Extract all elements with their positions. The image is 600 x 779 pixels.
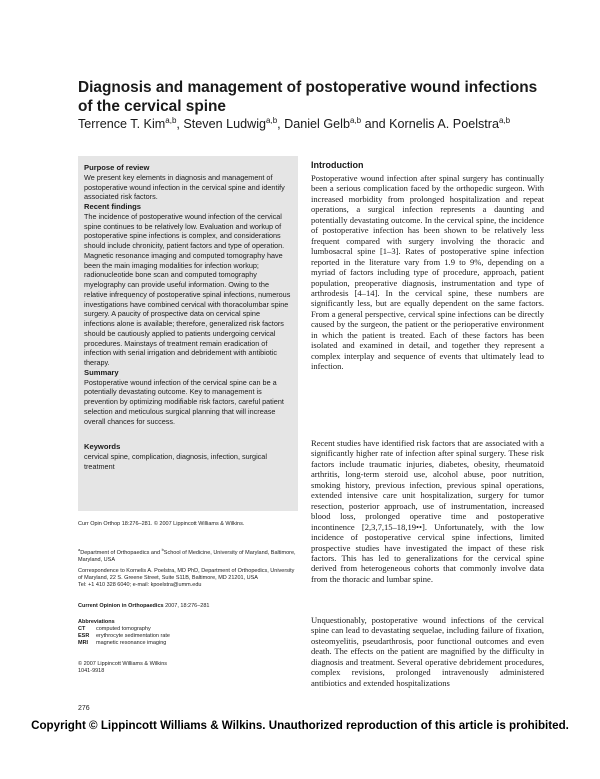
body-paragraph-2 (311, 438, 544, 584)
abbreviation-meaning: magnetic resonance imaging (96, 639, 167, 646)
summary-text: Postoperative wound infection of the cervical spine can be a potentially devastating outcome. Key to management is prevention by optimizing modifiable risk factors, careful patient selection and meticulous surgical planning that will increase overall chances for success. (84, 377, 284, 426)
summary-heading: Summary (84, 367, 119, 377)
correspondence-block (78, 568, 300, 589)
author-separator: , (176, 117, 184, 132)
aff-b-text: School of Medicine, University of Maryland, Baltimore, Maryland, USA (78, 549, 296, 563)
issn-line: 1041-9918 (78, 668, 105, 674)
findings-heading: Recent findings (84, 202, 141, 212)
journal-reference (78, 603, 300, 610)
aff-a-text: Department of Orthopaedics and (80, 549, 162, 556)
author-separator: , (277, 117, 285, 132)
abbreviations-heading: Abbreviations (78, 619, 115, 625)
body-paragraph-1 (311, 173, 544, 372)
author-affiliation-marker: a,b (165, 116, 177, 125)
affiliations-block (78, 546, 300, 564)
abbreviations-block (78, 619, 300, 646)
findings-text: The incidence of postoperative wound infection of the cervical spine continues to be relatively low. Evaluation and workup of postoperative spine infections is complex, and considerations should include chronicity, patient factors and type of operation. Magnetic resonance imaging and computed tomography have been the main imaging modalities for infection workup; radionucleotide bone scan and computed tomography myelography can provide useful information. Owing to the relative infrequency of postoperative spinal infections, numerous investigations have combined cervical with thoracolumbar spine surgery. A paucity of prospective data on cervical spine infections alone is available; therefore, generalized risk factors should be cautiously applied to patients undergoing cervical procedures. Mainstays of treatment remain eradication of infection with serial irrigation and debridement with antibiotic therapy. (84, 211, 291, 368)
citation-block (78, 521, 300, 528)
author-list (78, 113, 578, 132)
author-affiliation-marker: a,b (499, 116, 511, 125)
paragraph-text: Postoperative wound infection after spinal surgery has continually been a serious complication faced by the orthopedic surgeon. With increased morbidity from prolonged hospitalization and repeat operations, a surgical infection represents a daunting and potentially devastating outcome. In the cervical spine, the incidence of postoperative infection has been shown to be relatively less frequent compared with surgery involving the thoracic and lumbosacral spine [1–3]. Rates of postoperative spine infection reported in the literature vary from 1.9 to 9%, depending on a myriad of factors including type of procedure, approach, patient population, preoperative diagnosis, instrumentation and type of arthrodesis [4–14]. In the cervical spine, these numbers are significantly less, but are equally dependent on the same factors. From a general perspective, cervical spine infections can be directly caused by the surgeon, the patient or the perioperative environment in which the patient is treated. Each of these factors has been isolated and examined in detail, and together they represent a complex interplay and sequence of events that ultimately lead to infection. (311, 173, 544, 372)
affiliations (78, 546, 300, 564)
introduction-heading: Introduction (311, 160, 364, 170)
copyright-notice (78, 661, 300, 675)
aff-a-marker: a (78, 547, 81, 552)
purpose-text: We present key elements in diagnosis and management of postoperative wound infection in the cervical spine and identify associated risk factors. (84, 172, 285, 202)
author-name: Terrence T. Kim (78, 117, 166, 132)
body-paragraph-3 (311, 615, 544, 688)
paragraph-text: Unquestionably, postoperative wound infections of the cervical spine can lead to devastating sequelae, including failure of fixation, osteomyelitis, pseudarthrosis, poor functional outcomes and even death. The effects on the patient are magnified by the difficulty in diagnosis and treatment. Several operative debridement procedures, complex revisions, prolonged intravenously administered antibiotics and extended hospitalizations (311, 615, 544, 688)
citation-line: Curr Opin Orthop 18:276–281. © 2007 Lippincott Williams & Wilkins. (78, 521, 245, 527)
abbreviation-row (78, 626, 170, 633)
copyright-line: © 2007 Lippincott Williams & Wilkins (78, 661, 168, 667)
abbreviation: ESR (78, 632, 90, 639)
paragraph-text: Recent studies have identified risk factors that are associated with a significantly higher rate of infection after spinal surgery. These risk factors include traumatic injuries, diabetes, obesity, rheumatoid arthritis, long-term steroid use, alcohol abuse, poor nutrition, smoking history, previous infection, previous spinal operations, extended intensive care unit hospitalization, surgery for tumor resection, posterior approach, use of instrumentation, increased blood loss, prolonged operative time and postoperative incontinence [2,3,7,15–18,19••]. Unfortunately, with the low incidence of postoperative cervical spine infections, limited prospective studies have investigated the impact of these risk factors. This has led to generalizations for the cervical spine derived from heterogeneous cohorts that commonly involve data from the thoracic and lumbar spine. (311, 438, 544, 584)
abbreviation: MRI (78, 639, 89, 646)
abstract-box (78, 156, 298, 511)
author-separator: and (361, 117, 390, 132)
abbreviation-row (78, 640, 170, 647)
copyright-banner: Copyright © Lippincott Williams & Wilkins. Unauthorized reproduction of this article is prohibited. (31, 719, 569, 732)
correspondence-contact: Tel: +1 410 328 6040; e-mail: kpoelstra@umm.edu (78, 582, 202, 588)
author-affiliation-marker: a,b (349, 116, 362, 125)
author-name: Daniel Gelb (284, 117, 350, 132)
author-name: Steven Ludwig (183, 117, 267, 132)
correspondence-text: Correspondence to Kornelis A. Poelstra, MD PhD, Department of Orthopedics, University of Maryland, 22 S. Greene Street, Suite S11B, Baltimore, MD 21201, USA (78, 568, 295, 581)
abbreviation-row (78, 633, 170, 640)
author-name: Kornelis A. Poelstra (389, 117, 499, 132)
keywords-heading: Keywords (84, 442, 121, 452)
purpose-heading: Purpose of review (84, 163, 150, 172)
article-title: Diagnosis and management of postoperative wound infections of the cervical spine (78, 79, 538, 115)
abbreviations-table (78, 626, 170, 646)
aff-b-marker: b (161, 547, 164, 552)
journal-name: Current Opinion in Orthopaedics (78, 603, 164, 609)
journal-volume: 2007, 18:276–281 (163, 603, 210, 609)
abbreviation: CT (78, 626, 86, 632)
keywords-text: cervical spine, complication, diagnosis, infection, surgical treatment (84, 452, 267, 471)
abbreviation-meaning: erythrocyte sedimentation rate (96, 632, 170, 639)
abbreviation-meaning: computed tomography (96, 626, 151, 632)
author-affiliation-marker: a,b (266, 116, 278, 125)
page-number: 276 (78, 705, 90, 712)
